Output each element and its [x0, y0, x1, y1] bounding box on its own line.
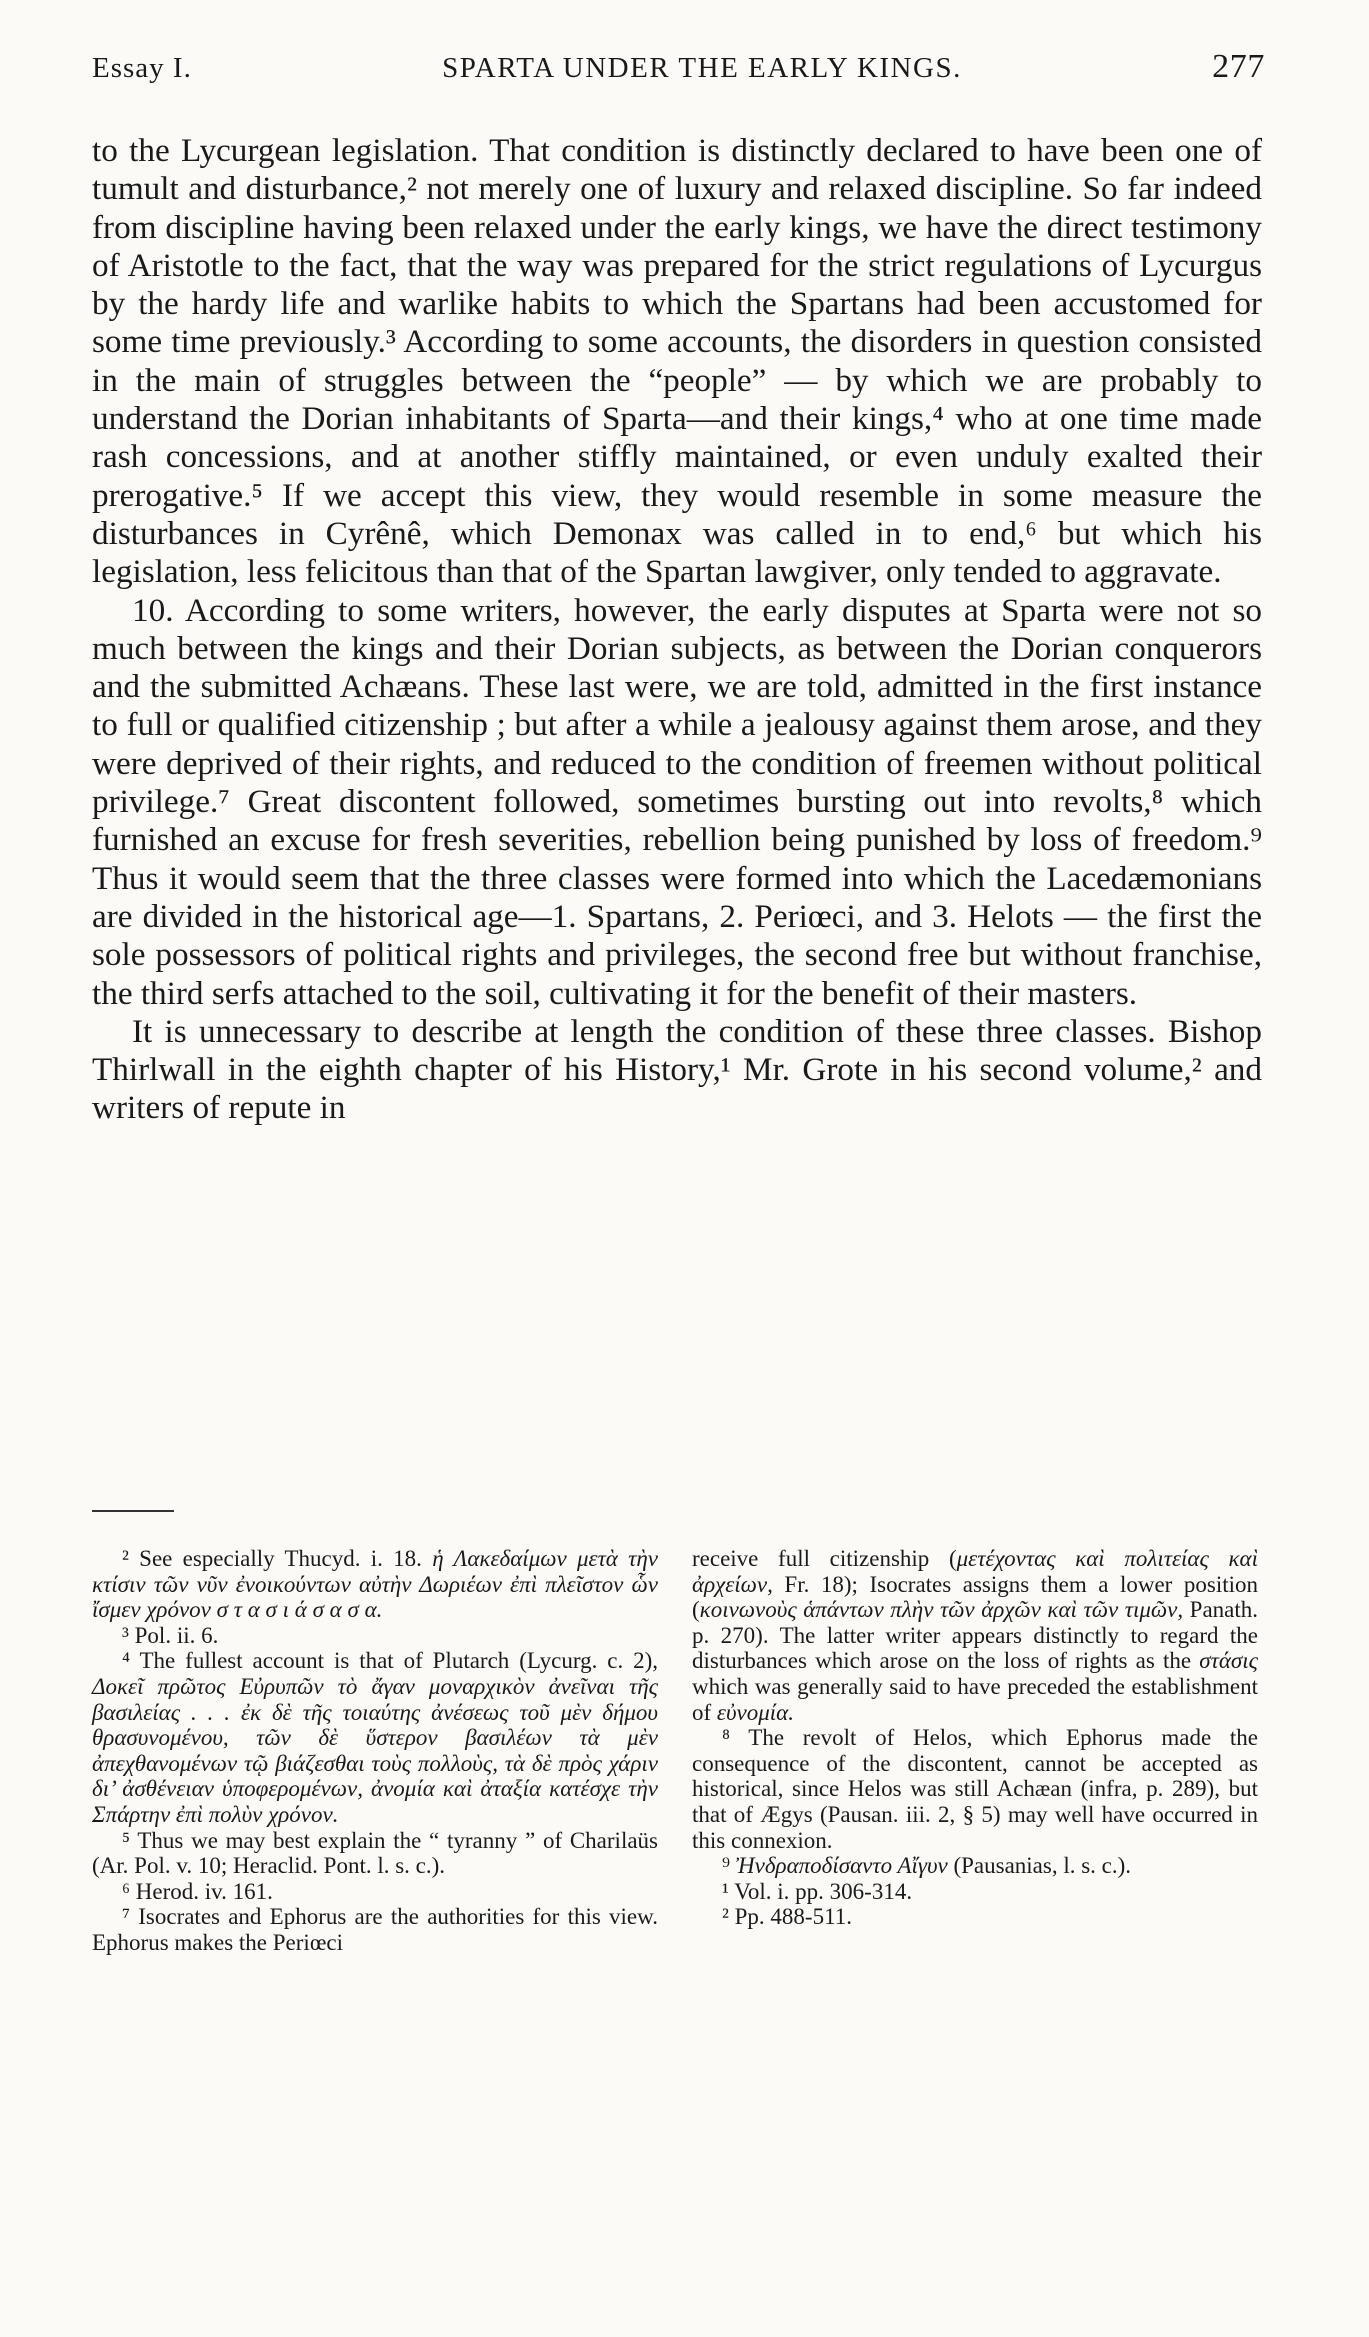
footnote-1: ¹ Vol. i. pp. 306-314. [722, 1878, 913, 1904]
paragraph-2: 10. According to some writers, however, the early disputes at Sparta were not so much between the kings and their Dorian subjects, as between the Dorian conquerors and the submitted Achæans. These last were, we are told, admitted in the first instance to full or qualified citizenship ; but after a while a jealousy against them arose, and they were deprived of their rights, and reduced to the condition of freemen without political privilege.⁷ Great discontent followed, sometimes bursting out into revolts,⁸ which furnished an excuse for fresh severities, rebellion being punished by loss of freedom.⁹ Thus it would seem that the three classes were formed into which the Lacedæmonians are divided in the historical age—1. Spartans, 2. Periœci, and 3. Helots — the first the sole possessors of political rights and privileges, the second free but without franchise, the third serfs attached to the soil, cultivating it for the benefit of their masters. [92, 591, 1262, 1012]
footnote-2 [92, 1546, 658, 1623]
footnote-separator [92, 1510, 174, 1512]
fn7-cont-greek-4: εὐνομία. [716, 1699, 795, 1725]
paragraph-3: It is unnecessary to describe at length the condition of these three classes. Bishop Thirlwall in the eighth chapter of his History,¹ Mr. Grote in his second volume,² and writers of repute in [92, 1012, 1262, 1127]
footnote-9-text: (Pausanias, l. s. c.). [947, 1853, 1132, 1879]
footnote-9 [692, 1853, 1258, 1879]
main-text [92, 132, 1262, 1128]
footnote-7: ⁷ Isocrates and Ephorus are the authorities for this view. Ephorus makes the Periœci [92, 1904, 658, 1955]
fn7-cont-greek-3: στάσις [1199, 1648, 1258, 1674]
fn7-cont-text-3: Panath. p. 270). The latter writer appears distinctly to regard the disturbances which arose on the loss of rights as the [692, 1597, 1258, 1674]
running-title: SPARTA UNDER THE EARLY KINGS. [442, 52, 962, 84]
fn7-cont-text-4: which was generally said to have preceded the establishment of [692, 1673, 1258, 1725]
footnote-3: ³ Pol. ii. 6. [122, 1622, 219, 1648]
running-header [92, 48, 1265, 92]
footnote-9-mark: ⁹ [722, 1853, 731, 1879]
footnotes-left-column [92, 1546, 658, 1956]
fn7-cont-text-1: receive full citizenship ( [692, 1546, 957, 1571]
footnote-2-text: ² See especially Thucyd. i. 18. [122, 1546, 422, 1571]
footnote-4 [92, 1648, 658, 1827]
footnote-7-continued [692, 1546, 1258, 1725]
fn7-cont-greek-2: κοινωνοὺς ἁπάντων πλὴν τῶν ἀρχῶν καὶ τῶν τιμῶν, [699, 1597, 1184, 1623]
fn7-cont-text-2: Fr. 18); Isocrates assigns them a lower position ( [692, 1571, 1258, 1623]
fn7-cont-greek-1: μετέχοντας καὶ πολιτείας καὶ ἀρχείων, [692, 1546, 1259, 1597]
footnotes-right-column [692, 1546, 1258, 1930]
footnote-5: ⁵ Thus we may best explain the “ tyranny ” of Charilaüs (Ar. Pol. v. 10; Heraclid. Pont. l. s. c.). [92, 1827, 658, 1879]
footnote-8: ⁸ The revolt of Helos, which Ephorus made the consequence of the discontent, cannot be accepted as historical, since Helos was still Achæan (infra, p. 289), but that of Ægys (Pausan. iii. 2, § 5) may well have occurred in this connexion. [692, 1725, 1258, 1853]
footnote-9-greek: Ἠνδραποδίσαντο Αἴγυν [735, 1853, 948, 1879]
footnote-4-greek: Δοκεῖ πρῶτος Εὐρυπῶν τὸ ἄγαν μοναρχικὸν ἀνεῖναι τῆς βασιλείας . . . ἐκ δὲ τῆς τοιαύτης ἀνέσεως τοῦ μὲν δήμου θρασυνομένου, τῶν δὲ ὕστερον βασιλέων τὰ μὲν ἀπεχθανομένων τῷ βιάζεσθαι τοὺς πολλοὺς, τὰ δὲ πρὸς χάριν δι’ ἀσθένειαν ὑποφερομένων, ἀνομία καὶ ἀταξία κατέσχε τὴν Σπάρτην ἐπὶ πολὺν χρόνον. [92, 1673, 658, 1827]
footnote-4-text: ⁴ The fullest account is that of Plutarch (Lycurg. c. 2), [122, 1648, 658, 1674]
page-number: 277 [1212, 48, 1265, 85]
essay-label: Essay I. [92, 52, 192, 84]
footnote-6: ⁶ Herod. iv. 161. [122, 1878, 273, 1904]
footnote-2-greek: ἡ Λακεδαίμων μετὰ τὴν κτίσιν τῶν νῦν ἐνοικούντων αὐτὴν Δωριέων ἐπὶ πλεῖστον ὧν ἴσμεν χρόνον σ τ α σ ι ά σ α σ α. [92, 1546, 658, 1623]
footnote-2b: ² Pp. 488-511. [722, 1904, 852, 1930]
paragraph-1: to the Lycurgean legislation. That condition is distinctly declared to have been one of tumult and disturbance,² not merely one of luxury and relaxed discipline. So far indeed from discipline having been relaxed under the early kings, we have the direct testimony of Aristotle to the fact, that the way was prepared for the strict regulations of Lycurgus by the hardy life and warlike habits to which the Spartans had been accustomed for some time previously.³ According to some accounts, the disorders in question consisted in the main of struggles between the “people” — by which we are probably to understand the Dorian inhabitants of Sparta—and their kings,⁴ who at one time made rash concessions, and at another stiffly maintained, or even unduly exalted their prerogative.⁵ If we accept this view, they would resemble in some measure the disturbances in Cyrênê, which Demonax was called in to end,⁶ but which his legislation, less felicitous than that of the Spartan lawgiver, only tended to aggravate. [92, 132, 1262, 591]
